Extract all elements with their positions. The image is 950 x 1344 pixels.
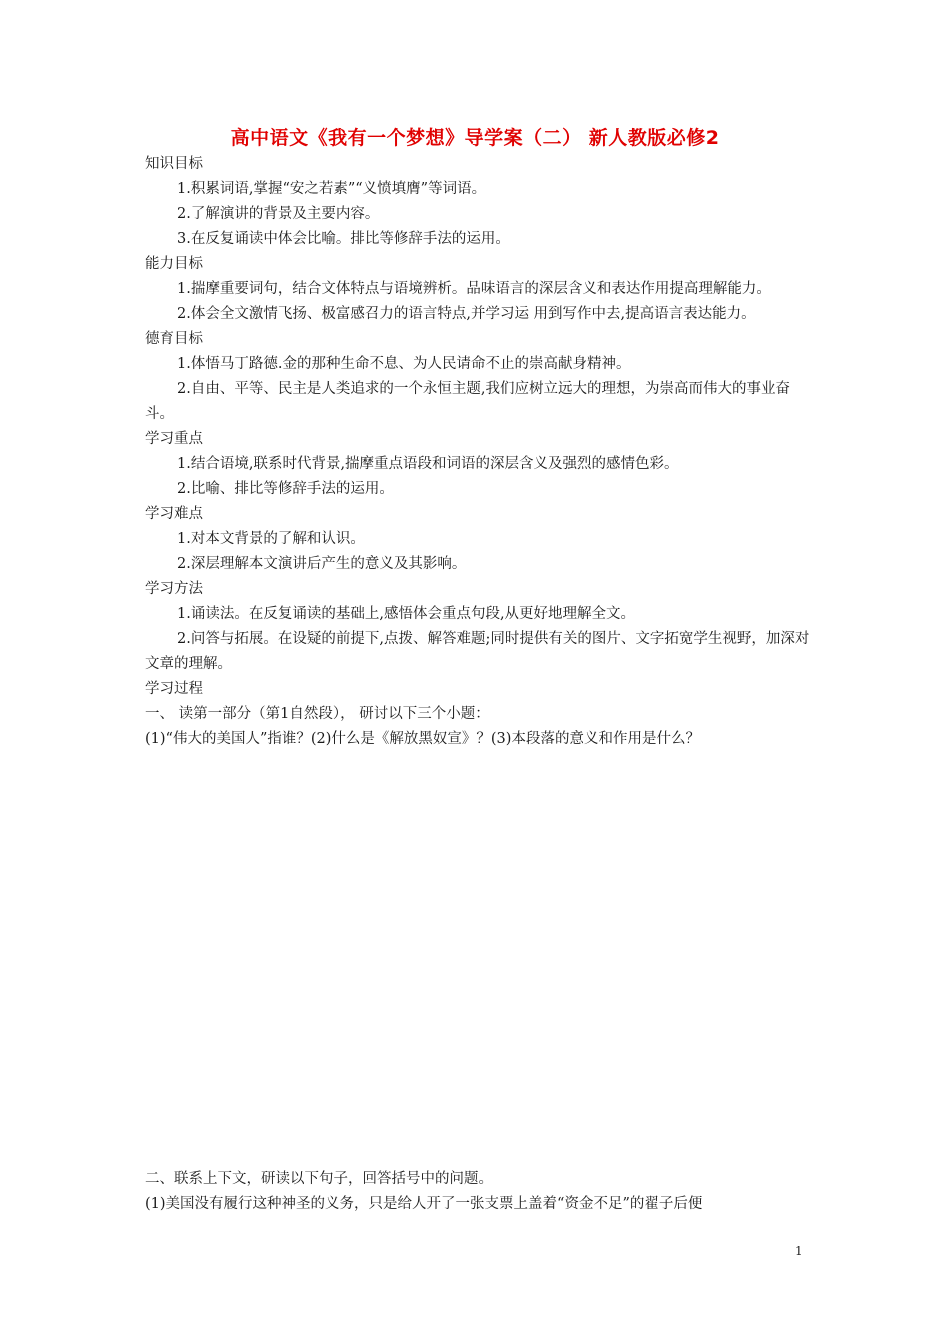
document-title: 高中语文《我有一个梦想》导学案（二） 新人教版必修2 [230, 127, 720, 149]
section-heading-difficulty: 学习难点 [145, 506, 203, 522]
moral-item-1: 1.体悟马丁路德.金的那种生命不息、为人民请命不止的崇高献身精神。 [177, 356, 631, 372]
process-step-1: 一、 读第一部分（第1自然段）， 研讨以下三个小题： [145, 706, 490, 722]
difficulty-item-1: 1.对本文背景的了解和认识。 [177, 531, 365, 547]
process-step-2: 二、联系上下文，研读以下句子，回答括号中的问题。 [145, 1171, 493, 1187]
difficulty-item-2: 2.深层理解本文演讲后产生的意义及其影响。 [177, 556, 467, 572]
process-step-1-questions: (1)“伟大的美国人”指谁？(2)什么是《解放黑奴宣》？(3)本段落的意义和作用是什么？ [145, 731, 700, 747]
section-heading-process: 学习过程 [145, 681, 203, 697]
ability-item-2: 2.体会全文激情飞扬、极富感召力的语言特点,并学习运 用到写作中去,提高语言表达能力。 [177, 306, 756, 322]
section-heading-ability: 能力目标 [145, 256, 203, 272]
process-step-2-block [145, 1167, 810, 1217]
focus-item-2: 2.比喻、排比等修辞手法的运用。 [177, 481, 394, 497]
method-item-2: 2.问答与拓展。在设疑的前提下,点拨、解答难题;同时提供有关的图片、文字拓宽学生视野，加深对文章的理解。 [145, 631, 810, 672]
knowledge-item-1: 1.积累词语,掌握“安之若素”“义愤填膺”等词语。 [177, 181, 487, 197]
knowledge-item-2: 2.了解演讲的背景及主要内容。 [177, 206, 380, 222]
focus-item-1: 1.结合语境,联系时代背景,揣摩重点语段和词语的深层含义及强烈的感情色彩。 [177, 456, 679, 472]
knowledge-item-3: 3.在反复诵读中体会比喻。排比等修辞手法的运用。 [177, 231, 510, 247]
document-body [145, 152, 810, 752]
section-heading-knowledge: 知识目标 [145, 156, 203, 172]
page-number: 1 [795, 1244, 803, 1258]
moral-item-2: 2.自由、平等、民主是人类追求的一个永恒主题,我们应树立远大的理想，为崇高而伟大的事业奋斗。 [145, 381, 790, 422]
section-heading-focus: 学习重点 [145, 431, 203, 447]
process-step-2-question-1: (1)美国没有履行这种神圣的义务，只是给人开了一张支票上盖着“资金不足”的翟子后便 [145, 1196, 703, 1212]
method-item-1: 1.诵读法。在反复诵读的基础上,感悟体会重点句段,从更好地理解全文。 [177, 606, 636, 622]
section-heading-moral: 德育目标 [145, 331, 203, 347]
ability-item-1: 1.揣摩重要词句，结合文体特点与语境辨析。品味语言的深层含义和表达作用提高理解能力。 [177, 281, 771, 297]
section-heading-method: 学习方法 [145, 581, 203, 597]
